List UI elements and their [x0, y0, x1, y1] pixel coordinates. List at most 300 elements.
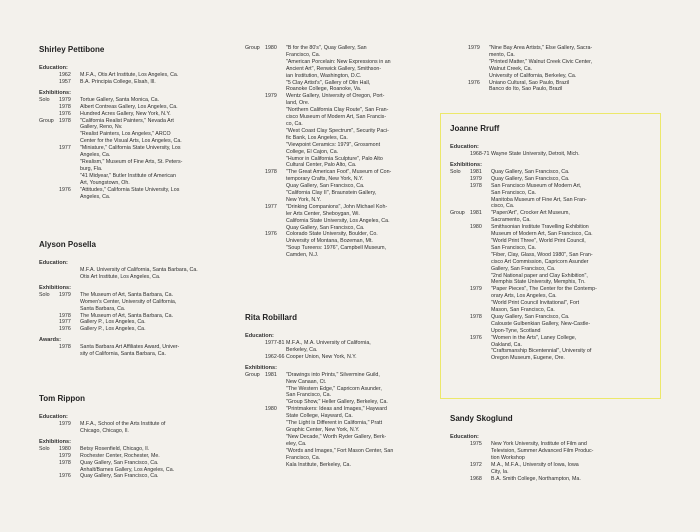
section-spacer	[245, 259, 435, 263]
row-year: 1981	[470, 210, 482, 217]
row-category	[450, 462, 470, 469]
bio-row	[450, 314, 655, 321]
row-text: land, Ore.	[286, 100, 310, 107]
bio-row	[39, 173, 234, 180]
row-text: Gallery, San Francisco, Ca.	[491, 265, 556, 272]
row-text: Francisco, Ca.	[286, 51, 321, 58]
row-year	[468, 86, 489, 93]
bio-row	[450, 348, 655, 355]
row-category	[39, 138, 59, 145]
row-category	[39, 460, 59, 467]
row-category	[39, 313, 59, 320]
row-text: Chicago, Chicago, Il.	[80, 427, 129, 434]
row-text: Santa Barbara Art Affiliates Award, Univer-	[80, 344, 180, 351]
row-text: San Francisco Museum of Modern Art,	[491, 182, 582, 189]
row-category	[39, 111, 59, 118]
bio-row	[450, 273, 655, 280]
bio-row	[245, 462, 435, 469]
row-text: Wayne State University, Detroit, Mich.	[491, 151, 580, 157]
row-category	[450, 328, 470, 335]
row-text: "Paper Pieces", The Center for the Contemp-	[491, 286, 597, 293]
row-year: 1976	[470, 334, 482, 341]
bio-row	[245, 86, 435, 93]
row-text: M.A., M.F.A., University of Iowa, Iowa	[491, 461, 579, 468]
row-category: Group	[39, 117, 54, 124]
artist-entry-joanne-rruff	[450, 124, 655, 366]
row-text: tion Workshop	[491, 454, 525, 461]
row-text: California State University, Los Angeles, Ca.	[286, 217, 390, 224]
row-category	[39, 79, 59, 86]
row-category	[450, 245, 470, 252]
row-text: New York, N.Y.	[286, 196, 321, 203]
row-category	[245, 190, 265, 197]
row-text: "Printmakers: Ideas and Images," Hayward	[286, 406, 387, 413]
row-year	[470, 279, 491, 286]
row-year	[470, 293, 491, 300]
row-text: Quay Gallery, San Francisco, Ca.	[286, 224, 365, 231]
row-text: Quay Gallery, San Francisco, Ca.	[80, 473, 159, 480]
row-year	[470, 455, 491, 462]
bio-row	[39, 292, 234, 299]
row-year	[468, 59, 489, 66]
section-title: Exhibitions:	[245, 364, 278, 371]
row-year: 1981	[470, 168, 482, 175]
row-category	[245, 142, 265, 149]
bio-section	[39, 337, 234, 358]
row-text: "The Light is Different in California," Pratt	[286, 420, 383, 427]
row-year	[265, 135, 286, 142]
row-text: San Francisco, Ca.	[286, 392, 332, 399]
row-year: 1979	[59, 291, 71, 298]
row-category	[39, 180, 59, 187]
row-category	[39, 166, 59, 173]
bio-row	[39, 187, 234, 194]
row-year: 1968-71	[470, 151, 490, 157]
row-year	[470, 348, 491, 355]
row-category	[450, 252, 470, 259]
bio-row	[450, 210, 655, 217]
row-category	[450, 224, 470, 231]
row-text: mento, Ca.	[489, 51, 515, 58]
bio-row	[245, 197, 435, 204]
row-year: 1977	[59, 145, 71, 152]
bio-row	[245, 413, 435, 420]
bio-row	[450, 307, 655, 314]
row-text: cisco Art Commission, Capricorn Asunder	[491, 258, 589, 265]
row-text: Television, Summer Advanced Film Produc-	[491, 447, 594, 454]
artist-entry-rippon-continued	[245, 45, 435, 263]
row-year: 1977	[59, 319, 71, 326]
row-category	[450, 231, 470, 238]
bio-row	[39, 274, 234, 281]
row-year	[265, 142, 286, 149]
bio-row	[245, 379, 435, 386]
bio-section	[450, 162, 655, 362]
row-year	[59, 306, 80, 313]
row-year: 1957	[59, 78, 71, 85]
row-year: 1979	[470, 286, 482, 293]
row-category	[245, 455, 265, 462]
bio-row	[245, 169, 435, 176]
bio-row	[450, 238, 655, 245]
row-year: 1977	[265, 203, 277, 210]
row-text: Center for the Visual Arts, Los Angeles, Ca.	[80, 138, 182, 145]
row-text: "Drawings into Prints," Silvermine Guild,	[286, 371, 380, 378]
row-year	[59, 351, 80, 358]
row-text: Quay Gallery, San Francisco, Ca.	[286, 183, 365, 190]
bio-row	[245, 427, 435, 434]
bio-row	[245, 455, 435, 462]
section-title: Exhibitions:	[450, 161, 483, 168]
row-category	[39, 152, 59, 159]
row-category	[39, 299, 59, 306]
row-year	[265, 156, 286, 163]
section-title: Education:	[39, 65, 68, 71]
row-text: New York University, Institute of Film and	[491, 441, 587, 447]
row-text: "Paper/Art", Crocker Art Museum,	[491, 210, 570, 217]
artist-entry-rita-robillard	[245, 313, 435, 472]
row-category	[245, 107, 265, 114]
bio-section	[245, 365, 435, 469]
row-text: B.A. Principia College, Elsah, Ill.	[80, 78, 156, 85]
section-spacer	[448, 93, 653, 97]
row-year	[265, 121, 286, 128]
row-category	[448, 52, 468, 59]
row-year: 1978	[59, 344, 71, 351]
row-category	[245, 379, 265, 386]
row-text: Smithsonian Institute Travelling Exhibition	[491, 224, 589, 231]
row-year: 1979	[470, 175, 482, 182]
bio-row	[39, 159, 234, 166]
bio-row	[39, 131, 234, 138]
row-year: 1976	[265, 231, 277, 238]
bio-row	[450, 190, 655, 197]
row-year	[265, 245, 286, 252]
bio-row	[245, 45, 435, 52]
bio-section	[39, 439, 234, 481]
row-year: 1972	[470, 461, 482, 468]
bio-row	[245, 156, 435, 163]
row-text: Wentz Gallery, University of Oregon, Port-	[286, 93, 385, 100]
bio-row	[245, 441, 435, 448]
row-category	[245, 176, 265, 183]
bio-row	[245, 218, 435, 225]
row-category	[245, 197, 265, 204]
row-category	[450, 259, 470, 266]
bio-row	[448, 45, 653, 52]
row-category	[450, 197, 470, 204]
row-text: Tortue Gallery, Santa Monica, Ca.	[80, 96, 160, 103]
row-year	[265, 347, 286, 354]
row-text: "Humor in California Sculpture", Palo Alto	[286, 155, 383, 162]
bio-row	[245, 448, 435, 455]
row-text: "2nd National paper and Clay Exhibition",	[491, 272, 588, 279]
row-year	[59, 274, 80, 281]
bio-row	[245, 52, 435, 59]
bio-row	[39, 166, 234, 173]
row-category: Solo	[39, 445, 50, 452]
row-year	[265, 128, 286, 135]
row-year	[265, 413, 286, 420]
row-text: "Words and Images," Fort Mason Center, San	[286, 447, 394, 454]
bio-row	[39, 313, 234, 320]
bio-row	[245, 238, 435, 245]
row-text: B.A. Smith College, Northampton, Ma.	[491, 475, 581, 482]
row-category	[245, 100, 265, 107]
bio-row	[245, 142, 435, 149]
bio-row	[39, 453, 234, 460]
row-year	[59, 467, 80, 474]
row-year	[59, 152, 80, 159]
row-category	[448, 45, 468, 52]
row-year: 1962-66	[265, 353, 285, 360]
row-text: Rochester Center, Rochester, Me.	[80, 452, 160, 459]
row-year	[470, 190, 491, 197]
row-text: "Women in the Arts", Laney College,	[491, 334, 577, 341]
row-category	[450, 293, 470, 300]
bio-row	[39, 344, 234, 351]
row-year	[265, 183, 286, 190]
row-category	[245, 245, 265, 252]
row-year	[470, 197, 491, 204]
bio-row	[39, 72, 234, 79]
row-category	[245, 162, 265, 169]
row-category	[245, 462, 265, 469]
row-text: "Soup Tureens: 1976", Campbell Museum,	[286, 245, 387, 252]
row-category	[450, 455, 470, 462]
row-text: M.F.A., Otis Art Institute, Los Angeles, Ca.	[80, 72, 179, 78]
bio-section	[450, 144, 655, 158]
row-text: M.F.A. University of California, Santa Barbara, Ca.	[80, 267, 198, 273]
row-category	[245, 183, 265, 190]
row-text: sity of California, Santa Barbara, Ca.	[80, 351, 166, 358]
row-text: The Museum of Art, Santa Barbara, Ca.	[80, 312, 174, 319]
section-title: Exhibitions:	[39, 438, 72, 445]
row-category	[450, 190, 470, 197]
bio-row	[39, 180, 234, 187]
row-text: "5 Clay Artist's", Gallery of Olin Hall,	[286, 79, 371, 86]
row-year	[265, 448, 286, 455]
row-year	[470, 448, 491, 455]
bio-row	[245, 252, 435, 259]
row-year: 1979	[59, 452, 71, 459]
row-year	[265, 211, 286, 218]
row-text: "Attitudes," California State University, Los	[80, 186, 180, 193]
row-category	[245, 427, 265, 434]
row-category	[245, 73, 265, 80]
row-category	[245, 386, 265, 393]
row-text: "World Print Three", World Print Council,	[491, 237, 586, 244]
row-category	[39, 194, 59, 201]
row-text: Uniano Cultural, Sao Paulo, Brazil	[489, 79, 570, 86]
row-year: 1979	[265, 93, 277, 100]
row-text: Betsy Rosenfield, Chicago, Il.	[80, 445, 150, 452]
row-category: Group	[245, 371, 260, 378]
bio-row	[39, 118, 234, 125]
bio-row	[39, 460, 234, 467]
row-year	[265, 225, 286, 232]
row-year: 1968	[470, 475, 482, 482]
row-year	[265, 420, 286, 427]
row-text: Quay Gallery, San Francisco, Ca.	[80, 459, 159, 466]
row-text: "West Coast Clay Spectrum", Security Paci-	[286, 127, 389, 134]
row-text: Graphic Center, New York, N.Y.	[286, 426, 360, 433]
bio-row	[39, 194, 234, 201]
bio-row	[448, 73, 653, 80]
row-text: eley, Ca.	[286, 440, 307, 447]
row-year: 1978	[59, 459, 71, 466]
bio-row	[39, 428, 234, 435]
row-category	[450, 300, 470, 307]
row-year	[59, 194, 80, 201]
row-text: Cultural Center, Palo Alto, Ca.	[286, 162, 357, 169]
row-text: M.F.A., M.A. University of California,	[286, 340, 371, 346]
bio-row	[450, 231, 655, 238]
bio-section	[450, 434, 655, 482]
row-category	[39, 428, 59, 435]
row-year	[470, 217, 491, 224]
bio-row	[245, 107, 435, 114]
row-text: "American Porcelain: New Expressions in an	[286, 58, 391, 65]
row-year	[265, 441, 286, 448]
bio-row	[245, 347, 435, 354]
row-year: 1976	[59, 110, 71, 117]
bio-row	[39, 319, 234, 326]
row-text: State College, Hayward, Ca.	[286, 413, 353, 420]
row-category	[245, 149, 265, 156]
section-title: Exhibitions:	[39, 284, 72, 291]
bio-row	[450, 342, 655, 349]
row-category	[39, 145, 59, 152]
section-spacer	[39, 200, 234, 204]
artist-entry-robillard-continued	[448, 45, 653, 97]
row-text: Roanoke College, Roanoke, Va.	[286, 86, 362, 93]
bio-row	[448, 86, 653, 93]
row-category	[450, 469, 470, 476]
row-year	[470, 231, 491, 238]
row-text: Art, Youngstown, Oh.	[80, 179, 130, 186]
row-category	[245, 128, 265, 135]
row-year	[470, 245, 491, 252]
bio-row	[245, 204, 435, 211]
row-year	[265, 59, 286, 66]
row-text: "Group Show," Heller Gallery, Berkeley, Ca.	[286, 399, 388, 406]
row-category	[450, 321, 470, 328]
bio-row	[450, 151, 655, 158]
section-title: Exhibitions:	[39, 89, 72, 96]
bio-row	[245, 406, 435, 413]
bio-row	[245, 420, 435, 427]
row-text: Memphis State University, Memphis, Tn.	[491, 279, 586, 286]
row-text: cisco Museum of Modern Art, San Francis-	[286, 114, 387, 121]
section-title: Education:	[450, 144, 479, 150]
bio-row	[450, 462, 655, 469]
bio-row	[245, 386, 435, 393]
row-text: City, Ia.	[491, 468, 509, 475]
row-year	[265, 455, 286, 462]
row-text: "Printed Matter," Walnut Creek Civic Center,	[489, 58, 593, 65]
row-text: Berkeley, Ca.	[286, 346, 318, 353]
row-year	[59, 173, 80, 180]
row-text: "Northern California Clay Route", San Fran-	[286, 107, 389, 114]
bio-row	[39, 111, 234, 118]
row-text: "Miniature," California State University, Los	[80, 145, 181, 152]
bio-section	[39, 260, 234, 281]
bio-row	[39, 326, 234, 333]
row-category	[450, 476, 470, 483]
row-text: "Drinking Companions", John Michael Koh-	[286, 203, 388, 210]
artist-entry-sandy-skoglund	[450, 414, 655, 486]
row-text: The Museum of Art, Santa Barbara, Ca.	[80, 291, 174, 298]
row-year: 1975	[470, 441, 482, 447]
row-category	[245, 218, 265, 225]
row-text: Angeles, Ca.	[80, 152, 111, 159]
bio-row	[450, 252, 655, 259]
row-year: 1980	[265, 406, 277, 413]
row-year	[265, 399, 286, 406]
row-year	[470, 355, 491, 362]
bio-row	[450, 279, 655, 286]
artist-name: Tom Rippon	[39, 394, 86, 403]
row-category	[245, 114, 265, 121]
row-year: 1979	[468, 45, 480, 51]
bio-row	[39, 351, 234, 358]
row-year	[470, 259, 491, 266]
row-category	[448, 66, 468, 73]
bio-row	[39, 473, 234, 480]
row-text: M.F.A., School of the Arts Institute of	[80, 421, 166, 427]
bio-row	[450, 183, 655, 190]
row-text: Gallery P., Los Angeles, Ca.	[80, 326, 146, 333]
bio-row	[39, 152, 234, 159]
row-text: "Realist Painters, Los Angeles," ARCO	[80, 131, 171, 138]
row-year: 1976	[468, 79, 480, 86]
row-year	[265, 73, 286, 80]
row-category	[245, 80, 265, 87]
row-category	[39, 72, 59, 79]
bio-row	[245, 211, 435, 218]
row-category	[39, 344, 59, 351]
row-year	[470, 328, 491, 335]
section-spacer	[450, 362, 655, 366]
row-category	[450, 279, 470, 286]
row-category	[245, 52, 265, 59]
bio-row	[448, 66, 653, 73]
row-text: Cooper Union, New York, N.Y.	[286, 353, 357, 360]
row-year	[265, 386, 286, 393]
row-text: "Craftsmanship Bicentennial", University of	[491, 348, 592, 355]
row-category	[450, 286, 470, 293]
row-category	[450, 217, 470, 224]
row-text: Albert Contreas Gallery, Los Angeles, Ca.	[80, 103, 178, 110]
row-category: Group	[450, 210, 465, 217]
row-year	[470, 300, 491, 307]
artist-name: Joanne Rruff	[450, 124, 500, 133]
bio-row	[39, 104, 234, 111]
row-category	[245, 340, 265, 347]
bio-row	[245, 135, 435, 142]
bio-row	[450, 441, 655, 448]
row-year	[470, 238, 491, 245]
row-year	[470, 321, 491, 328]
row-text: College, El Cajon, Ca.	[286, 148, 339, 155]
section-spacer	[39, 358, 234, 362]
row-category	[245, 448, 265, 455]
row-category	[245, 420, 265, 427]
row-category	[450, 238, 470, 245]
row-category	[245, 406, 265, 413]
row-category	[245, 121, 265, 128]
